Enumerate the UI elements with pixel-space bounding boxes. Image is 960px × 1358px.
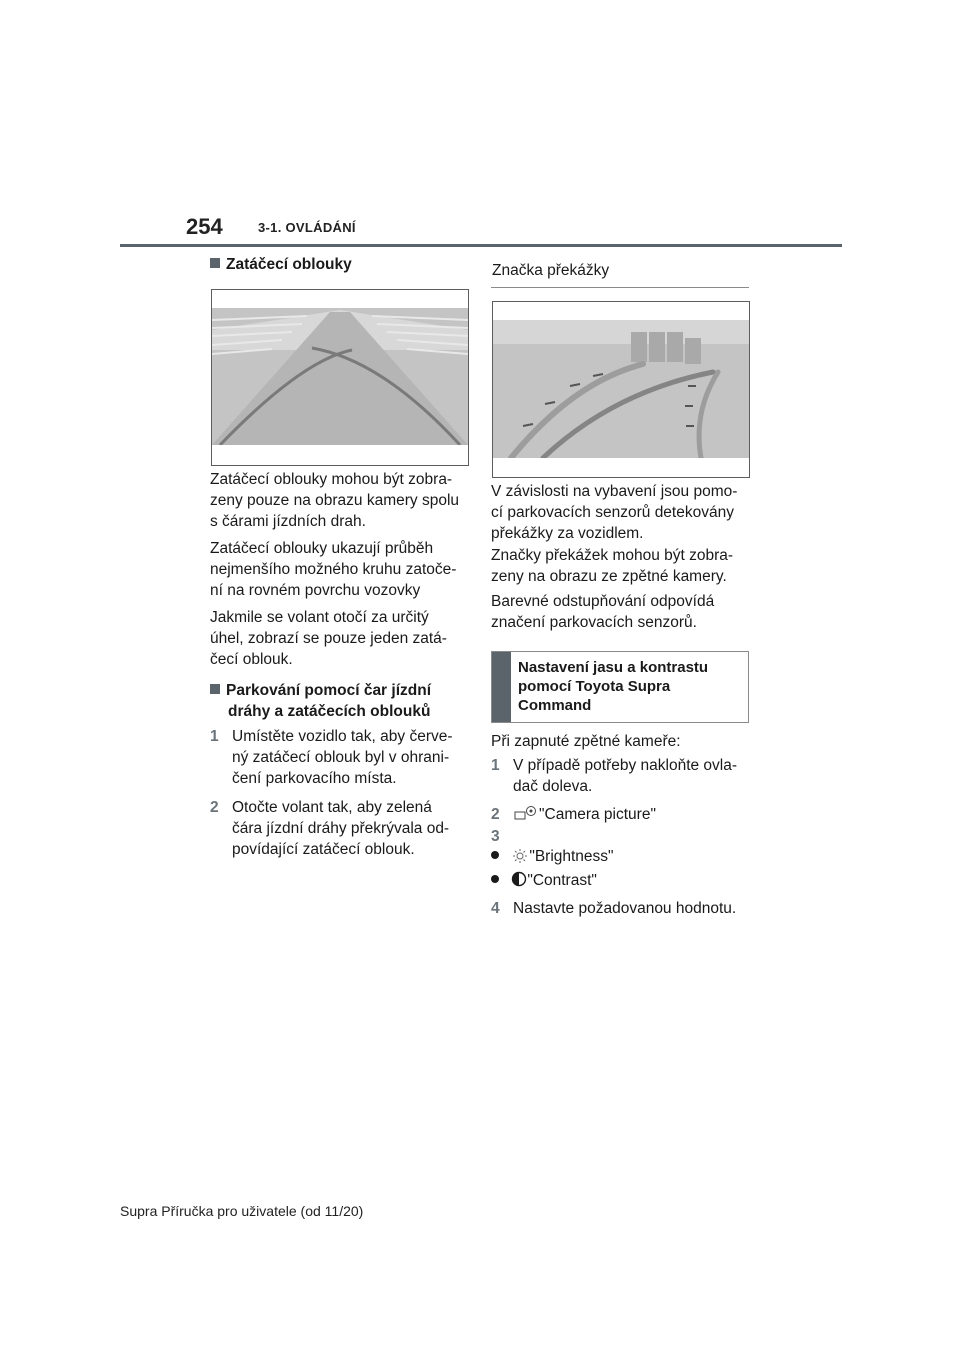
bullet-contrast: "Contrast"	[491, 870, 597, 891]
contrast-icon	[511, 871, 527, 887]
paragraph-arcs-visibility: Zatáčecí oblouky mohou být zobra- zeny pouze na obrazu kamery spolu s čárami jízdních drah.	[210, 471, 460, 530]
rear-camera-intro: Při zapnuté zpětné kameře:	[491, 733, 681, 750]
heading-turning-arcs: Zatáčecí oblouky	[210, 254, 352, 275]
step-1-right: 1 V případě potřeby nakloňte ovla- dač doleva.	[491, 757, 738, 795]
step-3-right: 3	[491, 828, 500, 845]
step-2-left: 2 Otočte volant tak, aby zelená čára jízdní dráhy překrývala od- povídající zatáčecí oblouk.	[210, 799, 450, 858]
step-4-right: 4 Nastavte požadovanou hodnotu.	[491, 900, 737, 917]
paragraph-single-arc: Jakmile se volant otočí za určitý úhel, zobrazí se pouze jeden zatá- čecí oblouk.	[210, 609, 447, 668]
square-bullet-icon	[210, 258, 220, 268]
camera-view-arcs-illustration	[212, 290, 468, 465]
square-bullet-icon	[210, 684, 220, 694]
paragraph-arcs-course: Zatáčecí oblouky ukazují průběh nejmenšího možného kruhu zatoče- ní na rovném povrchu vozovky	[210, 540, 457, 599]
bullet-icon	[491, 851, 499, 859]
paragraph-markers: Značky překážek mohou být zobra- zeny na obrazu ze zpětné kamery.	[491, 547, 734, 585]
brightness-icon	[511, 849, 529, 863]
page-number: 254	[186, 214, 223, 239]
page-footer: Supra Příručka pro uživatele (od 11/20)	[120, 1203, 364, 1219]
obstacle-marker-label: Značka překážky	[491, 252, 749, 288]
heading-parking: Parkování pomocí čar jízdní dráhy a zatáčecích oblouků	[210, 680, 472, 722]
bullet-brightness: "Brightness"	[491, 846, 614, 867]
step-2-right: 2 "Camera picture"	[491, 806, 656, 823]
paragraph-sensors: V závislosti na vybavení jsou pomo- cí parkovacích senzorů detekovány překážky za vozidlem.	[491, 483, 738, 542]
figure-obstacle-markers	[492, 301, 750, 478]
paragraph-colors: Barevné odstupňování odpovídá značení parkovacích senzorů.	[491, 593, 715, 631]
section-title: 3-1. OVLÁDÁNÍ	[258, 220, 356, 235]
callout-brightness-contrast: Nastavení jasu a kontrastu pomocí Toyota Supra Command	[491, 651, 749, 723]
camera-view-obstacle-illustration	[493, 302, 749, 477]
header-rule	[120, 244, 842, 247]
camera-settings-icon	[513, 805, 539, 821]
step-1-left: 1 Umístěte vozidlo tak, aby červe- ný zatáčecí oblouk byl v ohrani- čení parkovacího místa.	[210, 728, 453, 787]
figure-turning-arcs	[211, 289, 469, 466]
bullet-icon	[491, 875, 499, 883]
